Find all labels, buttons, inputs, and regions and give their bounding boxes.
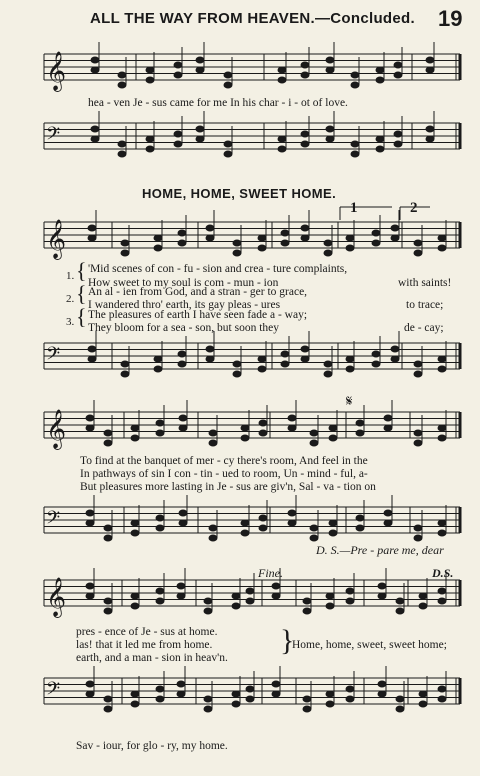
verse-brace: { bbox=[76, 258, 87, 283]
verse3-line-b-end: de - cay; bbox=[404, 322, 444, 334]
segno-sign: 𝄋 bbox=[346, 394, 353, 410]
system4-line-2: las! that it led me from home. bbox=[76, 639, 213, 651]
system4-line-3: earth, and a man - sion in heav'n. bbox=[76, 652, 228, 664]
refrain-brace: { bbox=[280, 624, 295, 657]
ds-marking: D.S. bbox=[432, 566, 454, 580]
svg-text:𝄢: 𝄢 bbox=[46, 508, 61, 533]
system4-bottom-lyric: Sav - iour, for glo - ry, my home. bbox=[76, 740, 228, 752]
verse-number-3: 3. bbox=[66, 316, 75, 328]
song-title: HOME, HOME, SWEET HOME. bbox=[142, 186, 337, 201]
refrain-line: Home, home, sweet, sweet home; bbox=[292, 639, 447, 651]
page-number: 19 bbox=[438, 6, 463, 31]
verse-brace: { bbox=[76, 281, 87, 306]
svg-text:𝄞: 𝄞 bbox=[46, 51, 67, 91]
page-header-title: ALL THE WAY FROM HEAVEN.—Concluded. bbox=[90, 10, 415, 27]
verse2-line-b-end: to trace; bbox=[406, 299, 444, 311]
verse-number-1: 1. bbox=[66, 270, 75, 282]
verse3-line-a: The pleasures of earth I have seen fade a - way; bbox=[88, 309, 308, 321]
system4-line-1: pres - ence of Je - sus at home. bbox=[76, 626, 218, 638]
svg-text:𝄞: 𝄞 bbox=[46, 219, 67, 259]
verse1-line-b-end: with saints! bbox=[398, 277, 452, 289]
verse-number-2: 2. bbox=[66, 293, 75, 305]
first-ending-label: 1 bbox=[350, 200, 358, 216]
fine-marking: Fine. bbox=[258, 566, 283, 580]
second-ending-label: 2 bbox=[410, 200, 418, 216]
verse-brace: { bbox=[76, 304, 87, 329]
system3-line-3: But pleasures more lasting in Je - sus are giv'n, Sal - va - tion on bbox=[80, 481, 376, 493]
system3-line-1: To find at the banquet of mer - cy there's room, And feel in the bbox=[80, 455, 368, 467]
verse1-line-b: How sweet to my soul is com - mun - ion bbox=[88, 277, 279, 289]
svg-text:𝄞: 𝄞 bbox=[46, 409, 67, 449]
verse2-line-a: An al - ien from God, and a stran - ger to grace, bbox=[88, 286, 308, 298]
svg-text:𝄢: 𝄢 bbox=[46, 679, 61, 704]
ds-lyric-line: D. S.—Pre - pare me, dear bbox=[316, 543, 444, 557]
verse3-line-b: They bloom for a sea - son, but soon they bbox=[88, 322, 279, 334]
svg-text:𝄢: 𝄢 bbox=[46, 124, 61, 149]
concluded-lyric-line: hea - ven Je - sus came for me In his char - i - ot of love. bbox=[88, 97, 348, 109]
verse2-line-b: I wandered thro' earth, its gay pleas - ures bbox=[88, 299, 281, 311]
svg-text:𝄞: 𝄞 bbox=[46, 577, 67, 617]
system3-line-2: In pathways of sin I con - tin - ued to room, Un - mind - ful, a- bbox=[80, 468, 368, 480]
svg-text:𝄢: 𝄢 bbox=[46, 344, 61, 369]
verse1-line-a: 'Mid scenes of con - fu - sion and crea - ture complaints, bbox=[88, 263, 348, 275]
